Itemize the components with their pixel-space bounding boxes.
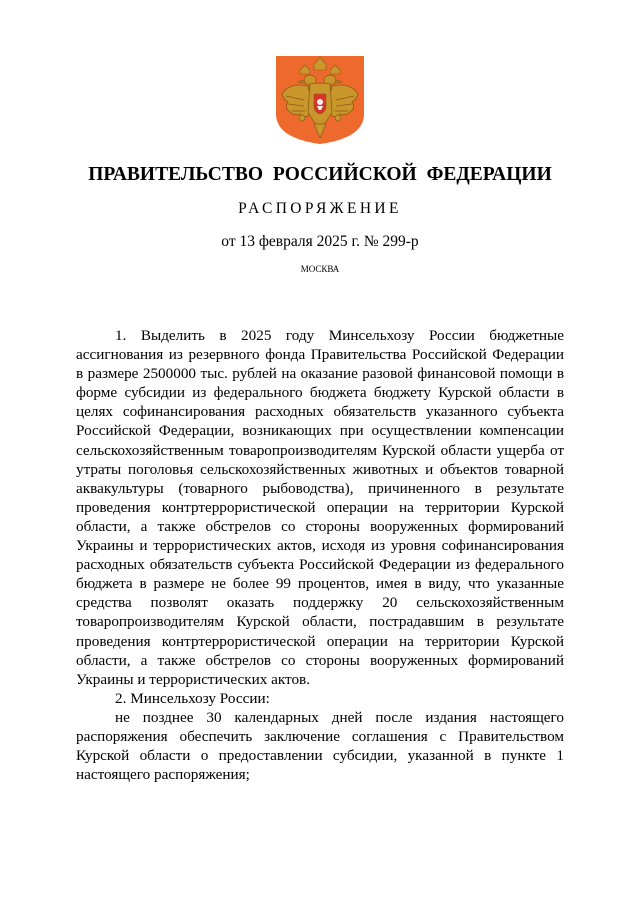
document-body — [76, 326, 564, 784]
paragraph-3: не позднее 30 календарных дней после издания настоящего распоряжения обеспечить заключение соглашения с Правительством Курской области о предоставлении субсидии, указанной в пункте 1 настоящего распоряжения; — [76, 708, 564, 784]
government-title: ПРАВИТЕЛЬСТВО РОССИЙСКОЙ ФЕДЕРАЦИИ — [88, 164, 552, 185]
document-date-number: от 13 февраля 2025 г. № 299-р — [221, 233, 419, 250]
russian-coat-of-arms-icon — [274, 54, 366, 146]
document-city: МОСКВА — [300, 264, 340, 274]
paragraph-1: 1. Выделить в 2025 году Минсельхозу России бюджетные ассигнования из резервного фонда Правительства Российской Федерации в размере 2500000 тыс. рублей на оказание разовой финансовой помощи в форме субсидии из федерального бюджета бюджету Курской области в целях софинансирования расходных обязательств указанного субъекта Российской Федерации, возникающих при осуществлении компенсации сельскохозяйственным товаропроизводителям Курской области ущерба от утраты поголовья сельскохозяйственных животных и объектов товарной аквакультуры (товарного рыбоводства), причиненного в результате проведения контртеррористической операции на территории Курской области, а также обстрелов со стороны вооруженных формирований Украины и террористических актов, исходя из уровня софинансирования расходных обязательств субъекта Российской Федерации из федерального бюджета в размере не более 99 процентов, имея в виду, что указанные средства позволят оказать поддержку 20 сельскохозяйственным товаропроизводителям Курской области, пострадавшим в результате проведения контртеррористической операции на территории Курской области, а также обстрелов со стороны вооруженных формирований Украины и террористических актов. — [76, 327, 564, 688]
paragraph-2: 2. Минсельхозу России: — [115, 689, 270, 707]
document-type: РАСПОРЯЖЕНИЕ — [238, 200, 402, 217]
